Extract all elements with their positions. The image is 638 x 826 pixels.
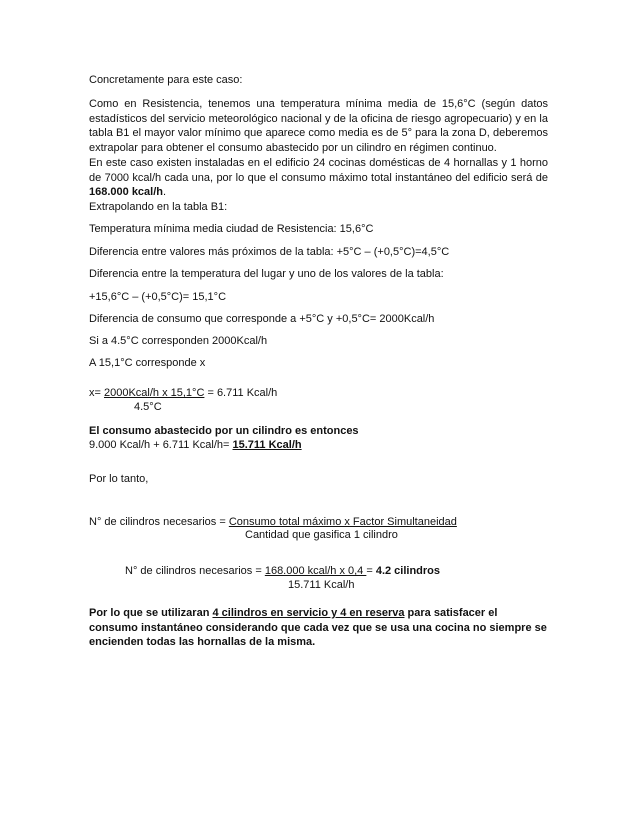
line-extrapolando: Extrapolando en la tabla B1: <box>89 201 228 213</box>
paragraph-resistencia: Como en Resistencia, tenemos una temperatura mínima media de 15,6°C (según datos estadísticos del servicio meteorológico nacional y de la oficina de riesgo agropecuario) y en la tabla B1 el mayor valor mínimo que aparece como media es de 5° para la zona D, deberemos extrapolar para obtener el consumo abastecido por un cilindro en régimen continuo. <box>89 98 548 154</box>
line-temperatura: Temperatura mínima media ciudad de Resistencia: 15,6°C <box>89 223 374 235</box>
formula-cilindros-numerator: Consumo total máximo x Factor Simultaneidad <box>228 516 457 528</box>
cilindros-result: 4.2 cilindros <box>375 565 441 577</box>
consumo-calculo: 9.000 Kcal/h + 6.711 Kcal/h= 15.711 Kcal/h <box>89 439 302 451</box>
conclusion-paragraph: Por lo que se utilizaran 4 cilindros en servicio y 4 en reserva para satisfacer el consumo instantáneo considerando que cada vez que se usa una cocina no siempre se encienden todas las hornallas de la misma. <box>89 607 547 649</box>
line-diferencia-temp: Diferencia entre la temperatura del lugar y uno de los valores de la tabla: <box>89 268 444 280</box>
paragraph-cocinas: En este caso existen instaladas en el edificio 24 cocinas domésticas de 4 hornallas y 1 horno de 7000 kcal/h cada una, por lo que el consumo máximo total instantáneo del edificio será de 168.000 kcal/h. <box>89 157 548 199</box>
consumo-heading: El consumo abastecido por un cilindro es entonces <box>89 425 359 437</box>
formula-cilindros-calculo: N° de cilindros necesarios = 168.000 kcal/h x 0,4 = 4.2 cilindros <box>125 565 441 577</box>
formula-x-denominator: 4.5°C <box>134 401 162 413</box>
consumo-total-value: 15.711 Kcal/h <box>232 439 302 451</box>
line-calculo-temp: +15,6°C – (+0,5°C)= 15,1°C <box>89 291 227 303</box>
intro-text: Concretamente para este caso: <box>89 74 243 86</box>
line-si-a: Si a 4.5°C corresponden 2000Kcal/h <box>89 335 268 347</box>
formula-x: x= 2000Kcal/h x 15,1°C = 6.711 Kcal/h <box>89 387 278 399</box>
line-diferencia-consumo: Diferencia de consumo que corresponde a +5°C y +0,5°C= 2000Kcal/h <box>89 313 435 325</box>
por-lo-tanto: Por lo tanto, <box>89 473 149 485</box>
formula-cilindros-calc-denominator: 15.711 Kcal/h <box>288 579 355 591</box>
formula-x-numerator: 2000Kcal/h x 15,1°C <box>103 387 205 399</box>
line-a-15: A 15,1°C corresponde x <box>89 357 206 369</box>
line-diferencia-valores: Diferencia entre valores más próximos de la tabla: +5°C – (+0,5°C)=4,5°C <box>89 246 450 258</box>
conclusion-cilindros: 4 cilindros en servicio y 4 en reserva <box>212 607 405 619</box>
consumo-maximo-value: 168.000 kcal/h <box>89 186 164 199</box>
formula-cilindros-general: N° de cilindros necesarios = Consumo total máximo x Factor Simultaneidad <box>89 516 457 528</box>
formula-cilindros-calc-numerator: 168.000 kcal/h x 0,4 <box>264 565 367 577</box>
formula-cilindros-denominator: Cantidad que gasifica 1 cilindro <box>245 529 398 541</box>
